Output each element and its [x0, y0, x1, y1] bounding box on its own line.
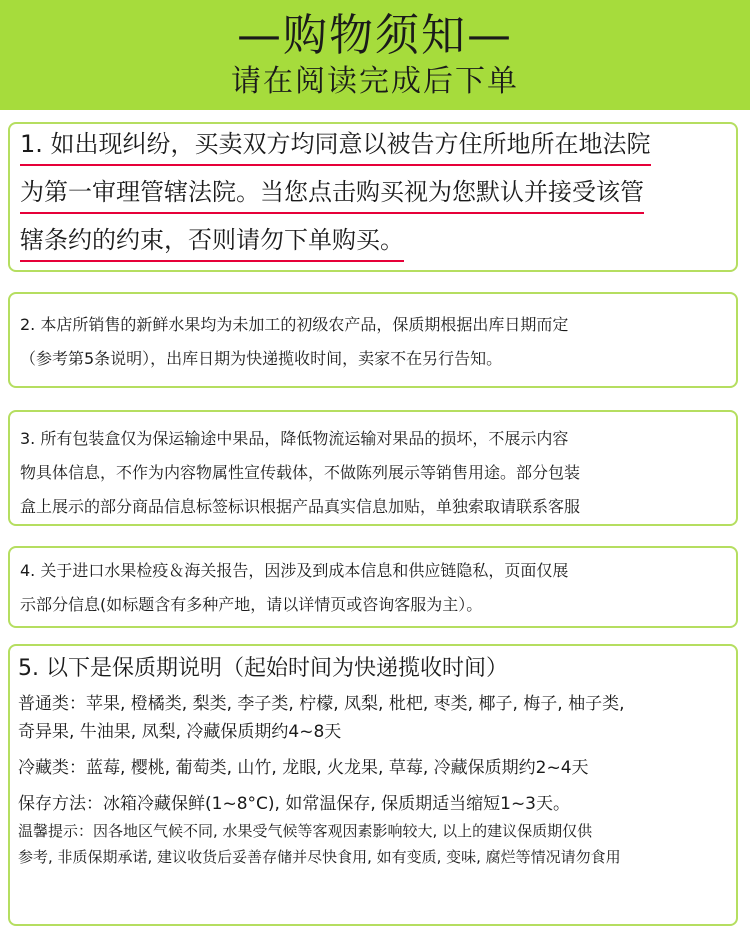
normal-category-line: 普通类：苹果, 橙橘类, 梨类, 李子类, 柠檬, 凤梨, 枇杷, 枣类, 椰子, 梅子, 柚子类, [18, 694, 625, 714]
notice-4-line: 4. 关于进口水果检疫＆海关报告，因涉及到成本信息和供应链隐私，页面仅展 [20, 561, 569, 580]
notice-1-line: 辖条约的约束，否则请勿下单购买。 [20, 226, 404, 262]
notice-3-line: 物具体信息，不作为内容物属性宣传载体，不做陈列展示等销售用途。部分包装 [20, 463, 581, 482]
tip-line: 参考, 非质保期承诺, 建议收货后妥善存储并尽快食用, 如有变质, 变味, 腐烂等情况请勿食用 [18, 848, 621, 866]
page-subtitle: 请在阅读完成后下单 [231, 64, 519, 99]
notice-import-quarantine [8, 546, 738, 628]
notice-3-line: 3. 所有包装盒仅为保运输途中果品，降低物流运输对果品的损坏，不展示内容 [20, 429, 569, 448]
storage-method-line: 保存方法：冰箱冷藏保鲜(1~8°C), 如常温保存, 保质期适当缩短1~3天。 [18, 794, 571, 814]
page-title: —购物须知— [237, 10, 513, 61]
tip-line: 温馨提示：因各地区气候不同, 水果受气候等客观因素影响较大, 以上的建议保质期仅供 [18, 822, 593, 840]
notice-2-line: （参考第5条说明），出库日期为快递揽收时间，卖家不在另行告知。 [20, 349, 503, 368]
notice-shelf-life-details [8, 644, 738, 926]
header-banner [0, 0, 750, 110]
cold-category-line: 冷藏类：蓝莓, 樱桃, 葡萄类, 山竹, 龙眼, 火龙果, 草莓, 冷藏保质期约2~4天 [18, 758, 589, 778]
notice-1-line: 为第一审理管辖法院。当您点击购买视为您默认并接受该管 [20, 178, 644, 214]
normal-category-line: 奇异果, 牛油果, 凤梨, 冷藏保质期约4~8天 [18, 722, 342, 742]
notice-shelf-life [8, 292, 738, 388]
notice-jurisdiction [8, 122, 738, 272]
notice-5-heading: 5. 以下是保质期说明（起始时间为快递揽收时间） [18, 656, 508, 681]
notice-3-line: 盒上展示的部分商品信息标签标识根据产品真实信息加贴，单独索取请联系客服 [20, 497, 581, 516]
notice-packaging [8, 410, 738, 526]
notice-1-line: 1. 如出现纠纷，买卖双方均同意以被告方住所地所在地法院 [20, 130, 651, 166]
notice-2-line: 2. 本店所销售的新鲜水果均为未加工的初级农产品，保质期根据出库日期而定 [20, 315, 569, 334]
notice-4-line: 示部分信息(如标题含有多种产地，请以详情页或咨询客服为主）。 [20, 595, 483, 614]
